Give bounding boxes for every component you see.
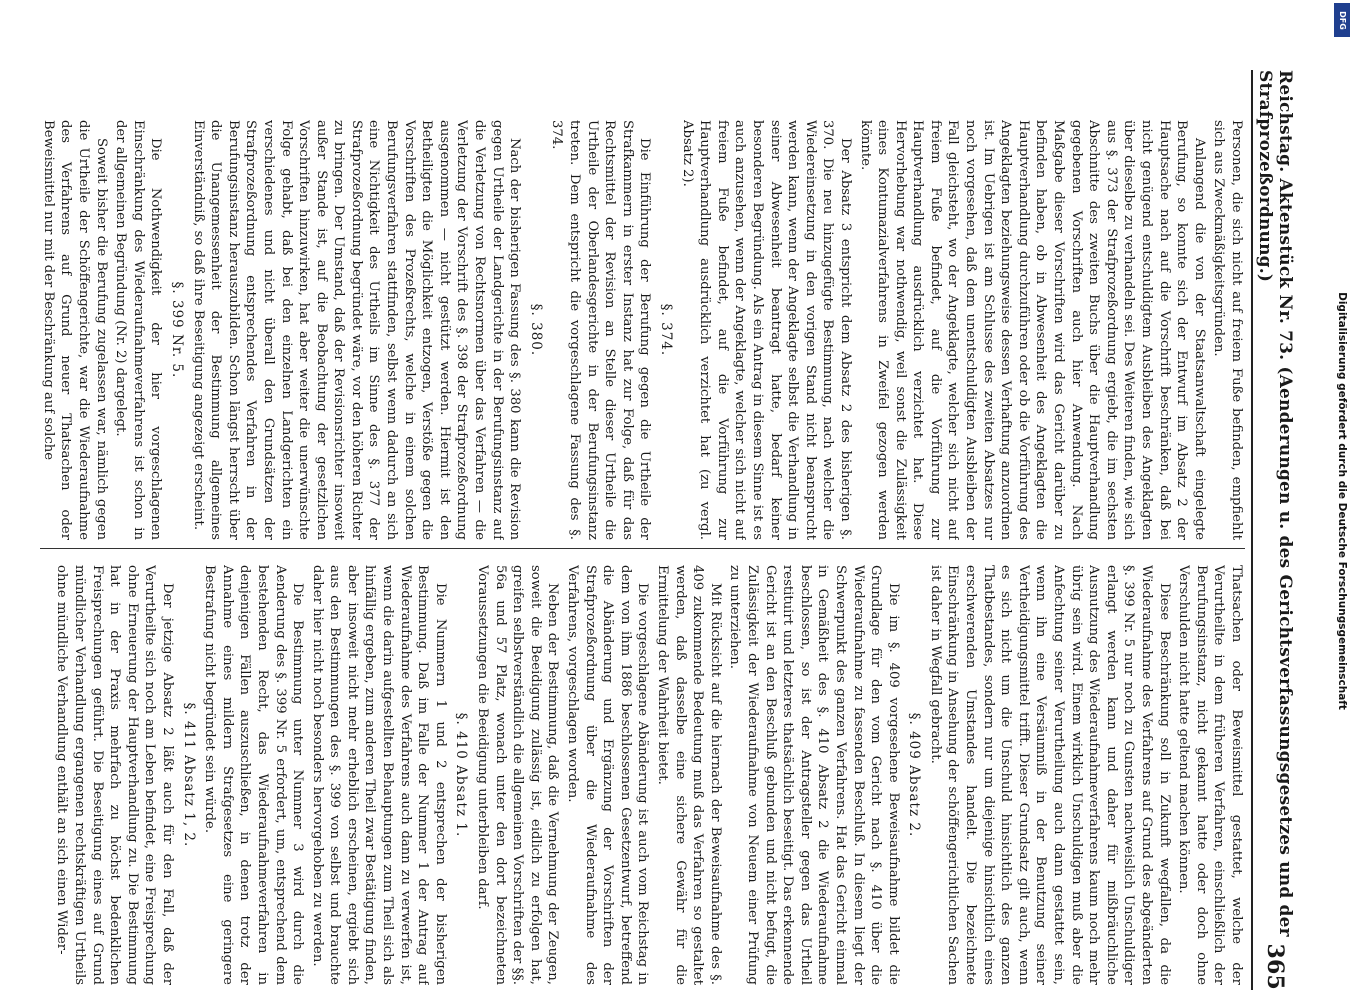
section-heading: §. 374. (658, 303, 674, 357)
page-header (1255, 70, 1295, 990)
section-heading: §. 399 Nr. 5. (168, 281, 185, 379)
paragraph: Der jetzige Absatz 2 läßt auch für den Fall, daß der Verurtheilte sich noch am Leben befindet, eine Freisprechung ohne Erneuerung der Hauptverhandlung zu. Die Bestimmung hat in der Praxis mehrfach zu höchst bedenklichen Freisprechungen geführt. Die Beseitigung eines auf Grund mündlicher Verhandlung ergangenen rechtskräftigen Urtheils ohne mündliche Verhandlung enthält an sich einen Wider- (54, 565, 175, 985)
section-heading: §. 409 Absatz 2. (906, 712, 923, 838)
running-title: Reichstag. Aktenstück Nr. 73. (Aenderungen u. des Gerichtsverfassungsgesetzes und der Strafprozeßordnung.) (1255, 70, 1295, 937)
paragraph: Diese Beschränkung soll in Zukunft wegfallen, da die Wiederaufnahme des Verfahrens auf Grund des abgeänderten §. 399 Nr. 5 nur noch zu Gunsten nachweislich Unschuldiger erlangt werden kann und daher für mißbräuchliche Ausnutzung des Wiederaufnahmeverfahrens kaum noch mehr übrig sein wird. Einem wirklich Unschuldigen muß aber die Anfechtung seiner Verurtheilung auch dann gestattet sein, wenn ihn eine Versäumniß in der Benutzung seiner Vertheidigungsmittel trifft. Dieser Grundsatz gilt auch, wenn es sich nicht um die Unschuld hinsichtlich des ganzen Thatbestandes, sondern nur um diejenige hinsichtlich eines erschwerenden Umstandes handelt. Die bezeichnete Einschränkung in Ansehung der schöffengerichtlichen Sachen ist daher in Wegfall gebracht. (927, 565, 1172, 985)
paragraph: Die Nummern 1 und 2 entsprechen der bisherigen Bestimmung. Daß im Falle der Nummer 1 der Antrag auf Wiederaufnahme des Verfahrens auch dann zu verwerfen ist, wenn die darin aufgestellten Behauptungen zum Theil sich als hinfällig ergeben, zum anderen Theil zwar Bestätigung finden, aber insoweit nicht mehr erheblich erscheinen, ergiebt sich aus den Bestimmungen des §. 399 von selbst und brauchte daher hier nicht noch besonders hervorgehoben zu werden. (309, 565, 448, 985)
dfg-logo-text: DFG (1337, 10, 1347, 30)
section-heading: §. 410 Absatz 1. (453, 712, 470, 838)
text-column-left (40, 120, 1245, 540)
paragraph: Thatsachen oder Beweismittel gestattet, welche der Verurtheilte in dem früheren Verfahren, einschließlich der Berufungsinstanz, nicht gekannt hatte oder doch ohne Verschulden nicht hatte geltend machen können. (1176, 565, 1244, 985)
paragraph: Neben der Bestimmung, daß die Vernehmung der Zeugen, soweit die Beeidigung zulässig ist, eidlich zu erfolgen hat, greifen selbstverständlich die allgemeinen Vorschriften der §§. 56a und 57 Platz, wonach unter den dort bezeichneten Voraussetzungen die Beeidigung unterbleiben darf. (475, 565, 561, 985)
paragraph: Nach der bisherigen Fassung des §. 380 kann die Revision gegen Urtheile der Landgerichte in der Berufungsinstanz auf die Verletzung von Rechtsnormen über das Verfahren — die Verletzung der Vorschrift des §. 398 der Strafprozeßordnung ausgenommen — nicht gestützt werden. Hiermit ist den Betheiligten die Möglichkeit entzogen, Verstöße gegen die Vorschriften des Prozeßrechts, welche in einem solchen Berufungsverfahren stattfinden, selbst wenn dadurch an sich eine Nichtigkeit des Urtheils im Sinne des §. 377 der Strafprozeßordnung begründet wäre, vor den höheren Richter zu bringen. Der Umstand, daß der Revisionsrichter insoweit außer Stande ist, auf die Beobachtung der gesetzlichen Vorschriften hinzuwirken, hat aber weiter die unerwünschte Folge gehabt, daß bei den einzelnen Landgerichten ein verschiedenes und nicht überall den Grundsätzen der Strafprozeßordnung entsprechendes Verfahren in der Berufungsinstanz herauszubilden. Schon längst herrscht über die Unangemessenheit der Bestimmung allgemeines Einverständniß, so daß ihre Beseitigung angezeigt erscheint. (190, 120, 523, 540)
paragraph: Soweit bisher die Berufung zugelassen war, nämlich gegen die Urtheile der Schöffengerichte, war die Wiederaufnahme des Verfahrens auf Grund neuer Thatsachen oder Beweismittel nur mit der Beschränkung auf solche (40, 120, 109, 540)
header-rule (1251, 70, 1253, 990)
paragraph: Mit Rücksicht auf die hiernach der Beweisaufnahme des §. 409 zukommende Bedeutung muß das Verfahren so gestaltet werden, daß dasselbe eine sichere Gewähr für die Ermittelung der Wahrheit bietet. (655, 565, 723, 985)
digitization-notice (1335, 2, 1349, 1000)
paragraph: Anlangend die von der Staatsanwaltschaft eingelegte Berufung, so konnte sich der Entwurf im Absatz 2 der Hauptsache nach auf die Vorschrift beschränken, daß bei nicht genügend entschuldigtem Ausbleiben des Angeklagten über dieselbe zu verhandeln sei. Des Weiteren finden, wie sich aus §. 373 der Strafprozeßordnung ergiebt, die im sechsten Abschnitte des zweiten Buchs über die Hauptverhandlung gegebenen Vorschriften auch hier Anwendung. Nach Maßgabe dieser Vorschriften wird das Gericht darüber zu befinden haben, ob in Abwesenheit des Angeklagten die Hauptverhandlung durchzuführen oder ob die Vorführung des Angeklagten beziehungsweise dessen Verhaftung anzuordnen ist. Im Uebrigen ist am Schlusse des zweiten Absatzes nur noch vorgesehen, daß dem unentschuldigten Ausbleiben der Fall gleichsteht, wo der Angeklagte, welcher sich nicht auf freiem Fuße befindet, auf die Vorführung zur Hauptverhandlung ausdrücklich verzichtet hat. Diese Hervorhebung war nothwendig, weil sonst die Zulässigkeit eines Kontumazialverfahrens in Zweifel gezogen werden könnte. (857, 120, 1207, 540)
text-column-right (40, 565, 1245, 985)
paragraph: Der Absatz 3 entspricht dem Absatz 2 des bisherigen §. 370. Die neu hinzugefügte Bestimmung, nach welcher die Wiedereinsetzung in den vorigen Stand nicht beansprucht werden kann, wenn der Angeklagte selbst die Verhandlung in seiner Abwesenheit beantragt hatte, bedarf keiner besonderen Begründung. Als ein Antrag in diesem Sinne ist es auch anzusehen, wenn der Angeklagte, welcher sich nicht auf freiem Fuße befindet, auf die Vorführung zur Hauptverhandlung ausdrücklich verzichtet hat (zu vergl. Absatz 2). (679, 120, 853, 540)
page-number: 365 (1262, 943, 1288, 990)
paragraph: Die im §. 409 vorgesehene Beweisaufnahme bildet die Grundlage für den vom Gericht nach §. 410 über die Wiederaufnahme zu fassenden Beschluß. In diesem liegt der Schwerpunkt des ganzen Verfahrens. Hat das Gericht einmal in Gemäßheit des §. 410 Absatz 2 die Wiederaufnahme beschlossen, so ist der Antragsteller gegen das Urtheil restituirt und letzteres thatsächlich beseitigt. Das erkennende Gericht ist an den Beschluß gebunden und nicht befugt, die Zulässigkeit der Wiederaufnahme von Neuem einer Prüfung zu unterziehen. (727, 565, 901, 985)
section-heading: §. 411 Absatz 1, 2. (180, 702, 197, 848)
section-heading: §. 380. (527, 303, 544, 357)
column-divider (40, 548, 1245, 549)
paragraph: Die vorgeschlagene Abänderung ist auch vom Reichstag in dem von ihm 1886 beschlossenen Gesetzentwurf, betreffend die Abänderung und Ergänzung der Vorschriften der Strafprozeßordnung über die Wiederaufnahme des Verfahrens, vorgeschlagen worden. (565, 565, 651, 985)
paragraph: Personen, die sich nicht auf freiem Fuße befinden, empfiehlt sich aus Zweckmäßigkeitsgründen. (1211, 120, 1244, 540)
dfg-logo (1334, 3, 1350, 37)
paragraph: Die Nothwendigkeit der hier vorgeschlagenen Einschränkung des Wiederaufnahmeverfahrens ist schon in der allgemeinen Begründung (Nr. 2) dargelegt. (113, 120, 164, 540)
paragraph: Die Bestimmung unter Nummer 3 wird durch die Aenderung des §. 399 Nr. 5 erfordert, um, entsprechend dem bestehenden Recht, das Wiederaufnahmeverfahren in denjenigen Fällen auszuschließen, in denen trotz der Annahme eines mildern Strafgesetzes eine geringere Bestrafung nicht begründet sein würde. (202, 565, 306, 985)
digitization-notice-text: Digitalisierung gefördert durch die Deutsche Forschungsgemeinschaft (1336, 292, 1348, 710)
paragraph: Die Einführung der Berufung gegen die Urtheile der Strafkammern in erster Instanz hat zur Folge, daß für das Rechtsmittel der Revision an Stelle dieser Urtheile die Urtheile der Oberlandesgerichte in der Berufungsinstanz treten. Dem entspricht die vorgeschlagene Fassung des §. 374. (549, 120, 653, 540)
